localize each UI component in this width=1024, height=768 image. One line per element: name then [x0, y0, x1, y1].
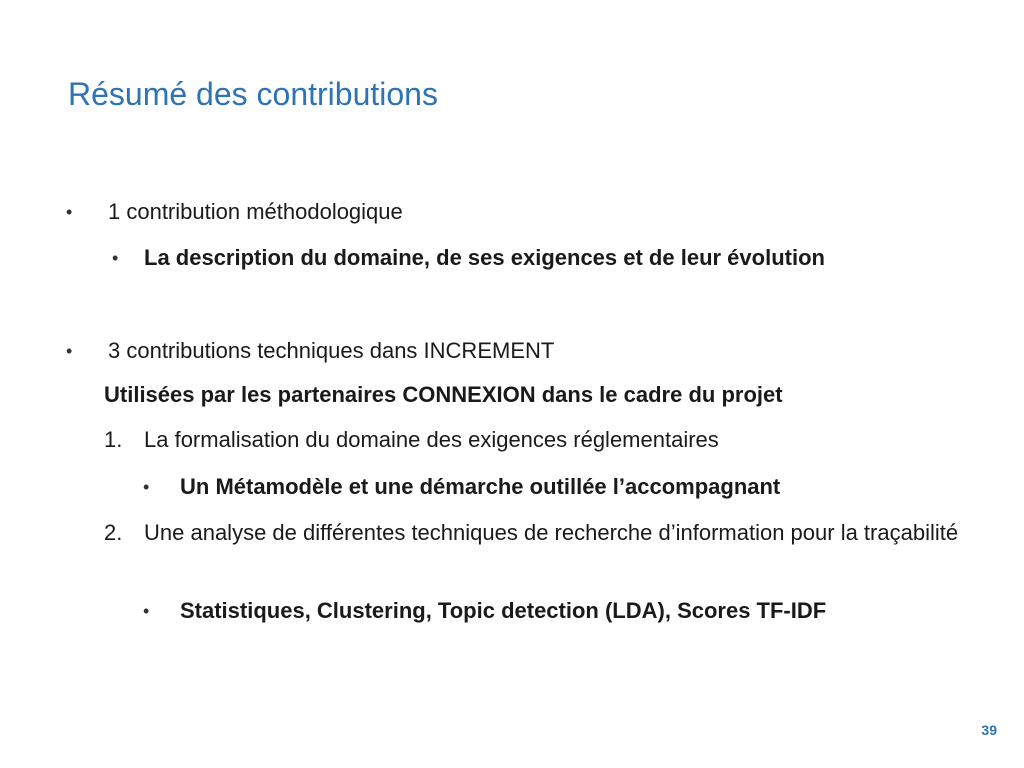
- bullet-icon: •: [143, 601, 150, 621]
- list-number: 2.: [104, 520, 123, 545]
- regulatory-formalisation-text: La formalisation du domaine des exigences réglementaires: [144, 427, 719, 452]
- slide-title: Résumé des contributions: [68, 76, 438, 112]
- contribution-technical: 3 contributions techniques dans INCREMENT: [108, 338, 555, 363]
- bullet-icon: •: [143, 477, 150, 497]
- domain-description-text: La description du domaine, de ses exigences et de leur évolution: [144, 245, 825, 270]
- bullet-icon: •: [66, 341, 73, 361]
- bullet-icon: •: [112, 248, 119, 268]
- ir-analysis-text: Une analyse de différentes techniques de recherche d’information pour la traçabilité: [144, 520, 959, 545]
- techniques-list-text: Statistiques, Clustering, Topic detection (LDA), Scores TF-IDF: [180, 598, 827, 623]
- page-number: 39: [981, 722, 997, 738]
- contribution-methodological: 1 contribution méthodologique: [108, 199, 403, 224]
- partners-usage-text: Utilisées par les partenaires CONNEXION dans le cadre du projet: [104, 382, 783, 407]
- list-number: 1.: [104, 427, 123, 452]
- metamodel-text: Un Métamodèle et une démarche outillée l’accompagnant: [180, 474, 781, 499]
- bullet-icon: •: [66, 202, 73, 222]
